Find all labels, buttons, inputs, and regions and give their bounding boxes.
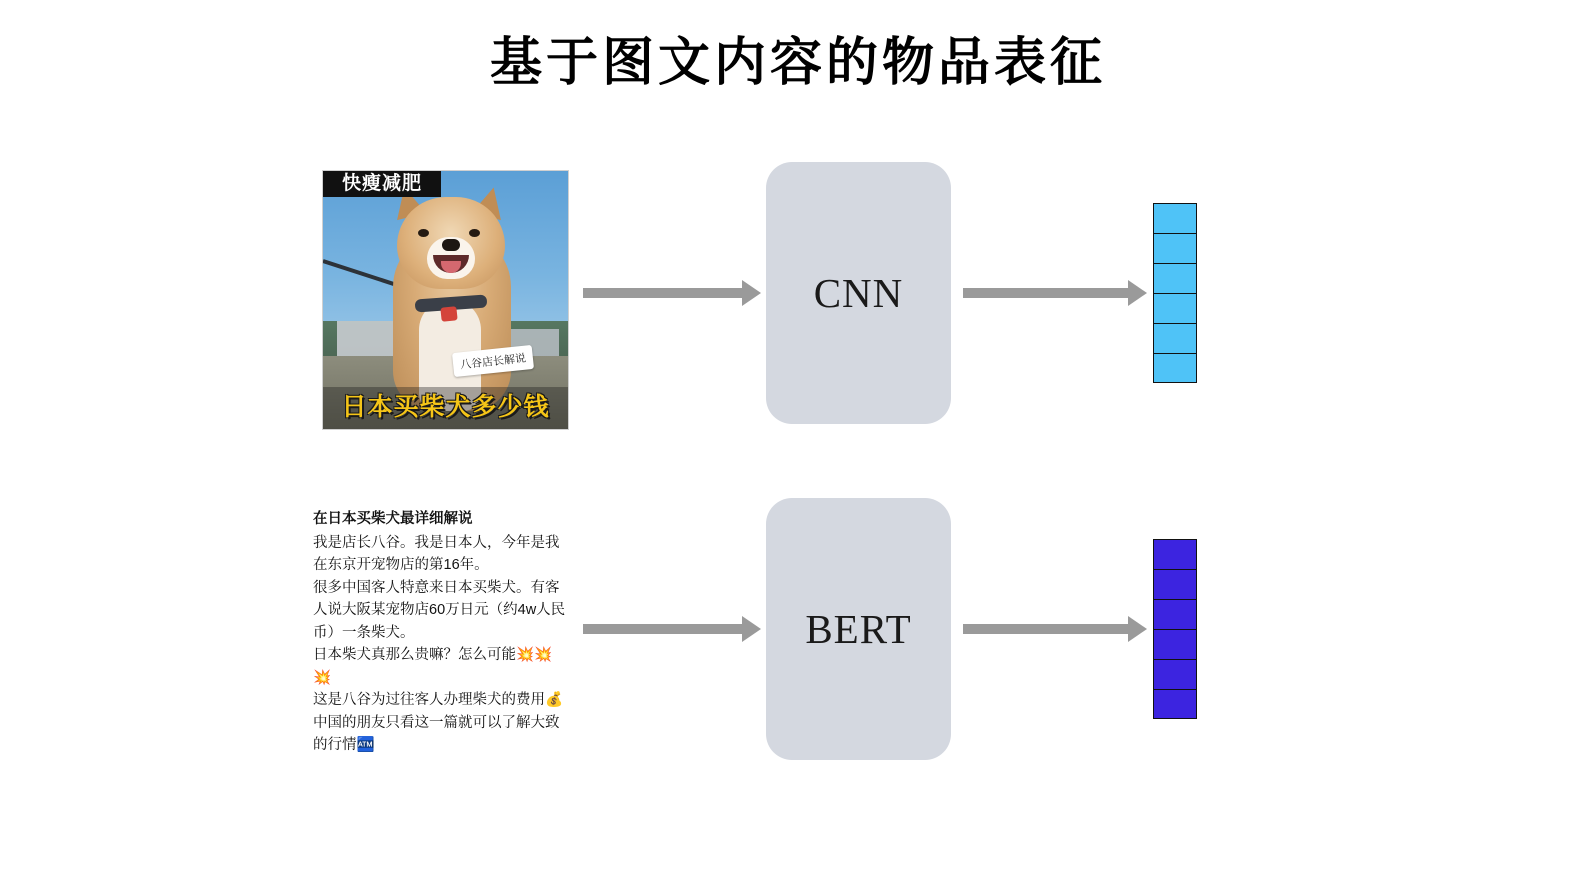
text-line: 人说大阪某宠物店60万日元（约4w人民 — [313, 602, 566, 618]
item-image-thumbnail — [322, 170, 569, 430]
text-line: 在东京开宠物店的第16年。 — [313, 557, 489, 573]
text-line: 的行情🏧 — [313, 737, 375, 753]
image-embedding-vector — [1153, 203, 1197, 383]
vector-cell — [1153, 659, 1197, 689]
arrow-text-to-bert-icon — [583, 624, 743, 634]
vector-cell — [1153, 569, 1197, 599]
text-line: 这是八谷为过往客人办理柴犬的费用💰 — [313, 692, 564, 708]
vector-cell — [1153, 203, 1197, 233]
vector-cell — [1153, 233, 1197, 263]
vector-cell — [1153, 353, 1197, 383]
dog-collar-tag — [440, 306, 457, 322]
item-text-description — [313, 508, 571, 757]
arrow-image-to-cnn-icon — [583, 288, 743, 298]
vector-cell — [1153, 323, 1197, 353]
image-sticker-label: 八谷店长解说 — [452, 345, 534, 377]
vector-cell — [1153, 599, 1197, 629]
cnn-model-box: CNN — [766, 162, 951, 424]
page-title: 基于图文内容的物品表征 — [489, 32, 1106, 93]
dog-eye-right — [469, 229, 480, 237]
text-line: 日本柴犬真那么贵嘛？怎么可能💥💥 — [313, 647, 553, 663]
image-bottom-caption: 日本买柴犬多少钱 — [341, 393, 550, 421]
arrow-cnn-to-vector-icon — [963, 288, 1129, 298]
text-line: 💥 — [313, 669, 332, 686]
text-line: 我是店长八谷。我是日本人，今年是我 — [313, 534, 560, 551]
dog-eye-left — [418, 229, 429, 237]
vector-cell — [1153, 539, 1197, 569]
vector-cell — [1153, 629, 1197, 659]
text-embedding-vector — [1153, 539, 1197, 719]
text-line: 很多中国客人特意来日本买柴犬。有客 — [313, 579, 560, 596]
vector-cell — [1153, 293, 1197, 323]
text-line: 中国的朋友只看这一篇就可以了解大致 — [313, 714, 560, 731]
vector-cell — [1153, 689, 1197, 719]
arrow-bert-to-vector-icon — [963, 624, 1129, 634]
vector-cell — [1153, 263, 1197, 293]
image-top-banner: 快瘦减肥 — [323, 171, 441, 197]
dog-nose — [442, 239, 460, 251]
text-line: 币）一条柴犬。 — [313, 624, 415, 641]
bert-model-box: BERT — [766, 498, 951, 760]
text-headline: 在日本买柴犬最详细解说 — [313, 511, 473, 527]
